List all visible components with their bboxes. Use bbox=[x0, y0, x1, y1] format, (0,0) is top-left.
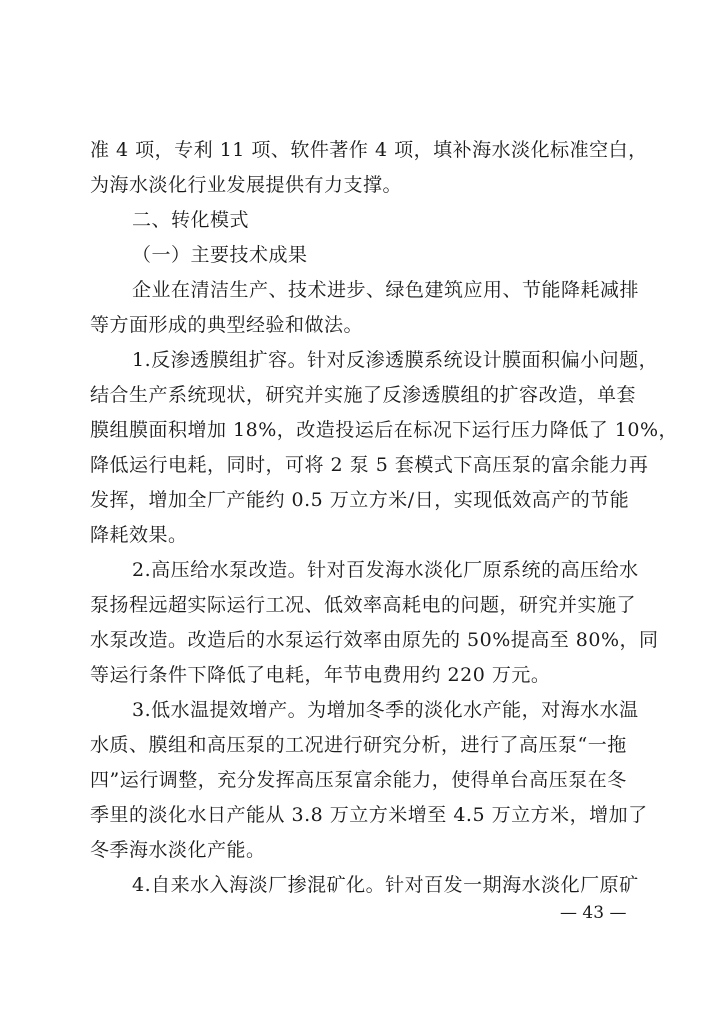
paragraph-line: 膜组膜面积增加 18%，改造投运后在标况下运行压力降低了 10%， bbox=[90, 419, 679, 441]
paragraph-line: 发挥，增加全厂产能约 0.5 万立方米/日，实现低效高产的节能 bbox=[90, 489, 630, 511]
subsection-heading: （一）主要技术成果 bbox=[132, 244, 308, 266]
paragraph-line: 准 4 项，专利 11 项、软件著作 4 项，填补海水淡化标准空白， bbox=[90, 139, 648, 161]
paragraph-line: 四”运行调整，充分发挥高压泵富余能力，使得单台高压泵在冬 bbox=[90, 769, 627, 791]
paragraph-line: 降耗效果。 bbox=[90, 524, 188, 546]
paragraph-line: 泵扬程远超实际运行工况、低效率高耗电的问题，研究并实施了 bbox=[90, 594, 637, 616]
paragraph-line: 水质、膜组和高压泵的工况进行研究分析，进行了高压泵“一拖 bbox=[90, 734, 627, 756]
paragraph-line: 2.高压给水泵改造。针对百发海水淡化厂原系统的高压给水 bbox=[132, 559, 639, 581]
paragraph-line: 为海水淡化行业发展提供有力支撑。 bbox=[90, 174, 403, 196]
paragraph-line: 企业在清洁生产、技术进步、绿色建筑应用、节能降耗减排 bbox=[132, 279, 640, 301]
paragraph-line: 冬季海水淡化产能。 bbox=[90, 839, 266, 861]
paragraph-line: 降低运行电耗，同时，可将 2 泵 5 套模式下高压泵的富余能力再 bbox=[90, 454, 649, 476]
page-number: — 43 — bbox=[560, 903, 627, 923]
paragraph-line: 4.自来水入海淡厂掺混矿化。针对百发一期海水淡化厂原矿 bbox=[132, 874, 639, 896]
paragraph-line: 结合生产系统现状，研究并实施了反渗透膜组的扩容改造，单套 bbox=[90, 384, 637, 406]
paragraph-line: 等方面形成的典型经验和做法。 bbox=[90, 314, 364, 336]
paragraph-line: 1.反渗透膜组扩容。针对反渗透膜系统设计膜面积偏小问题， bbox=[132, 349, 659, 371]
section-heading: 二、转化模式 bbox=[132, 209, 250, 231]
paragraph-line: 等运行条件下降低了电耗，年节电费用约 220 万元。 bbox=[90, 664, 551, 686]
paragraph-line: 季里的淡化水日产能从 3.8 万立方米增至 4.5 万立方米，增加了 bbox=[90, 804, 648, 826]
paragraph-line: 水泵改造。改造后的水泵运行效率由原先的 50%提高至 80%，同 bbox=[90, 629, 659, 651]
paragraph-line: 3.低水温提效增产。为增加冬季的淡化水产能，对海水水温 bbox=[132, 699, 639, 721]
